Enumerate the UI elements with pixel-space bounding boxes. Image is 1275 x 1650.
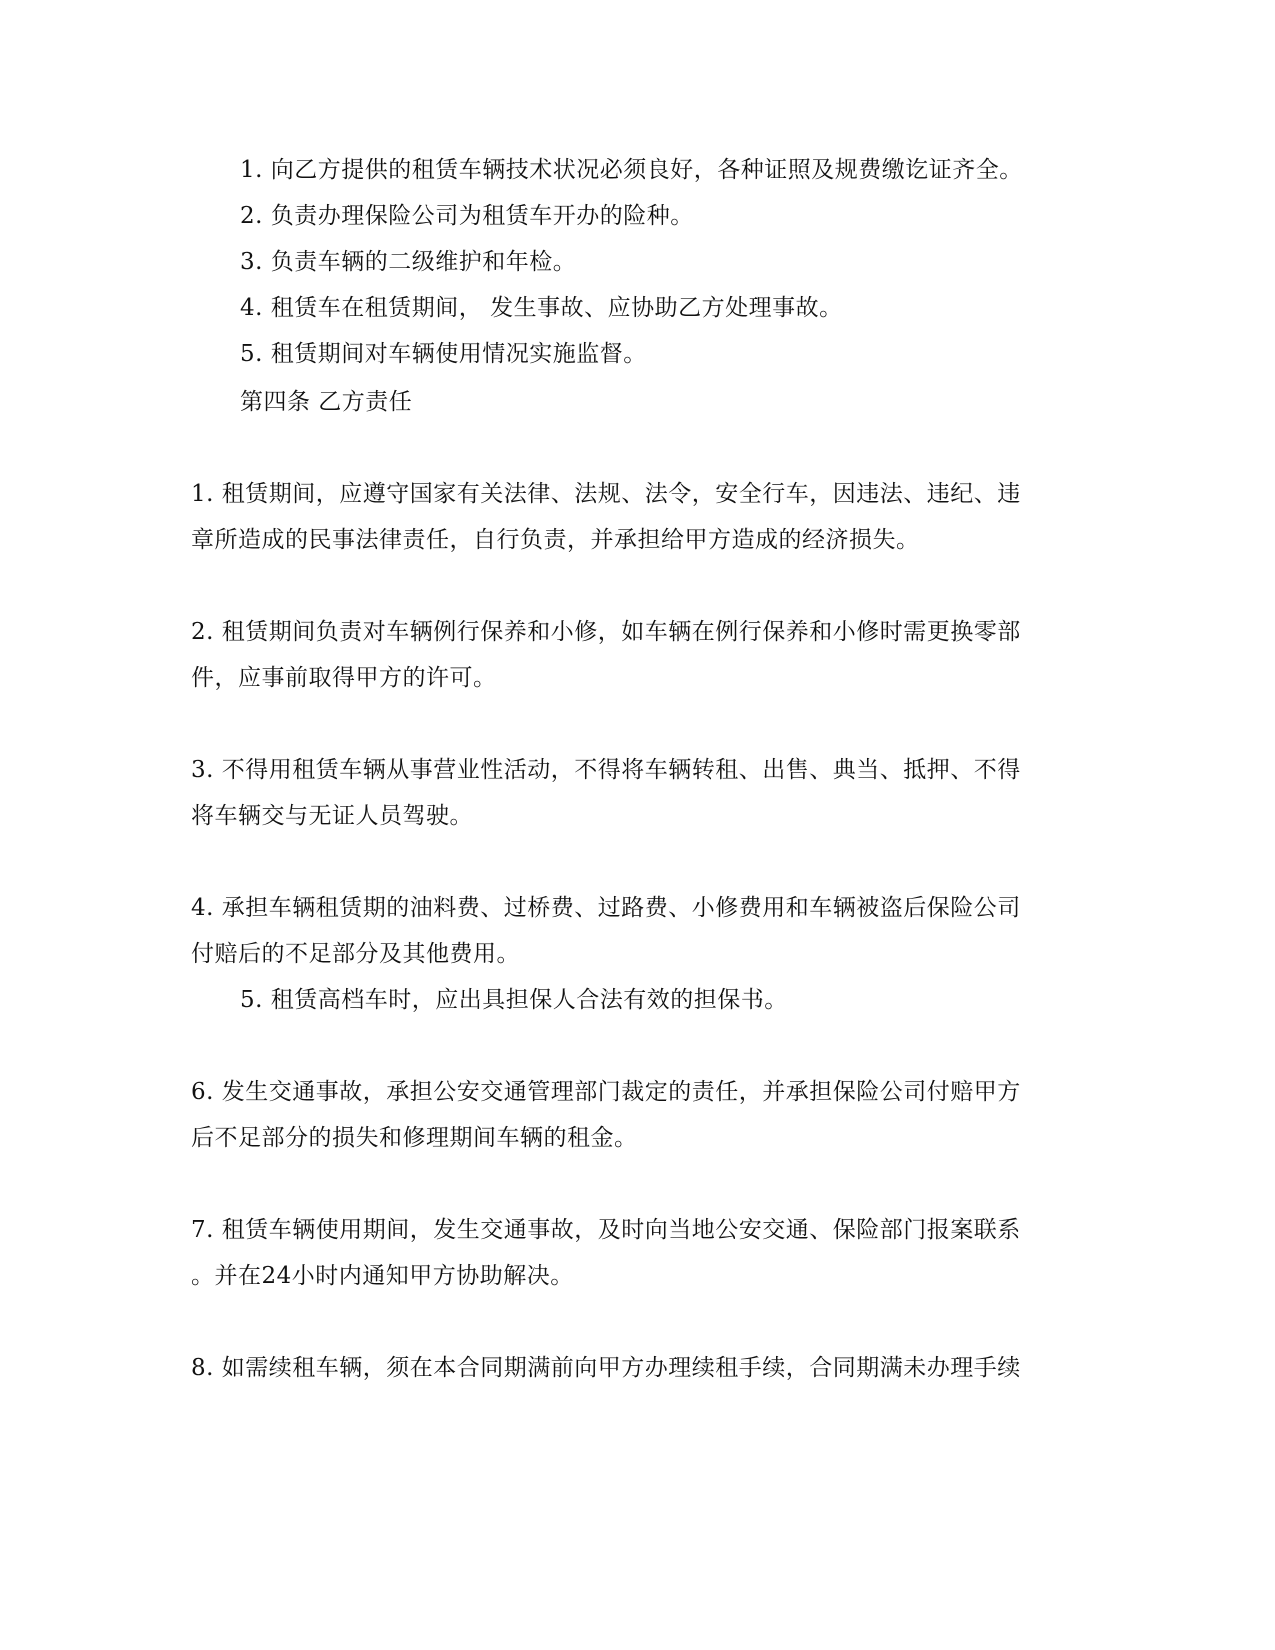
party-b-item-1-line-2: 章所造成的民事法律责任，自行负责，并承担给甲方造成的经济损失。 bbox=[191, 527, 920, 553]
party-a-item-3: 3. 负责车辆的二级维护和年检。 bbox=[240, 249, 577, 275]
party-b-item-8-line-1: 8. 如需续租车辆，须在本合同期满前向甲方办理续租手续，合同期满未办理手续 bbox=[191, 1355, 1021, 1381]
party-b-item-4-line-1: 4. 承担车辆租赁期的油料费、过桥费、过路费、小修费用和车辆被盗后保险公司 bbox=[191, 895, 1021, 921]
party-a-item-4: 4. 租赁车在租赁期间， 发生事故、应协助乙方处理事故。 bbox=[240, 295, 843, 321]
party-b-item-2-line-2: 件，应事前取得甲方的许可。 bbox=[191, 665, 497, 691]
party-b-item-7-line-1: 7. 租赁车辆使用期间，发生交通事故，及时向当地公安交通、保险部门报案联系 bbox=[191, 1217, 1021, 1243]
party-b-item-1-line-1: 1. 租赁期间，应遵守国家有关法律、法规、法令，安全行车，因违法、违纪、违 bbox=[191, 481, 1021, 507]
party-b-item-2-line-1: 2. 租赁期间负责对车辆例行保养和小修，如车辆在例行保养和小修时需更换零部 bbox=[191, 619, 1021, 645]
party-b-item-6-line-1: 6. 发生交通事故，承担公安交通管理部门裁定的责任，并承担保险公司付赔甲方 bbox=[191, 1079, 1021, 1105]
party-b-item-6-line-2: 后不足部分的损失和修理期间车辆的租金。 bbox=[191, 1125, 638, 1151]
party-b-item-7-line-2: 。并在24小时内通知甲方协助解决。 bbox=[191, 1263, 574, 1289]
party-a-item-5: 5. 租赁期间对车辆使用情况实施监督。 bbox=[240, 341, 647, 367]
article-4-heading: 第四条 乙方责任 bbox=[240, 389, 413, 415]
party-b-item-3-line-2: 将车辆交与无证人员驾驶。 bbox=[191, 803, 473, 829]
party-b-item-5: 5. 租赁高档车时，应出具担保人合法有效的担保书。 bbox=[240, 987, 788, 1013]
party-b-item-3-line-1: 3. 不得用租赁车辆从事营业性活动，不得将车辆转租、出售、典当、抵押、不得 bbox=[191, 757, 1021, 783]
party-a-item-1: 1. 向乙方提供的租赁车辆技术状况必须良好，各种证照及规费缴讫证齐全。 bbox=[240, 157, 1023, 183]
party-b-item-4-line-2: 付赔后的不足部分及其他费用。 bbox=[191, 941, 520, 967]
party-a-item-2: 2. 负责办理保险公司为租赁车开办的险种。 bbox=[240, 203, 694, 229]
